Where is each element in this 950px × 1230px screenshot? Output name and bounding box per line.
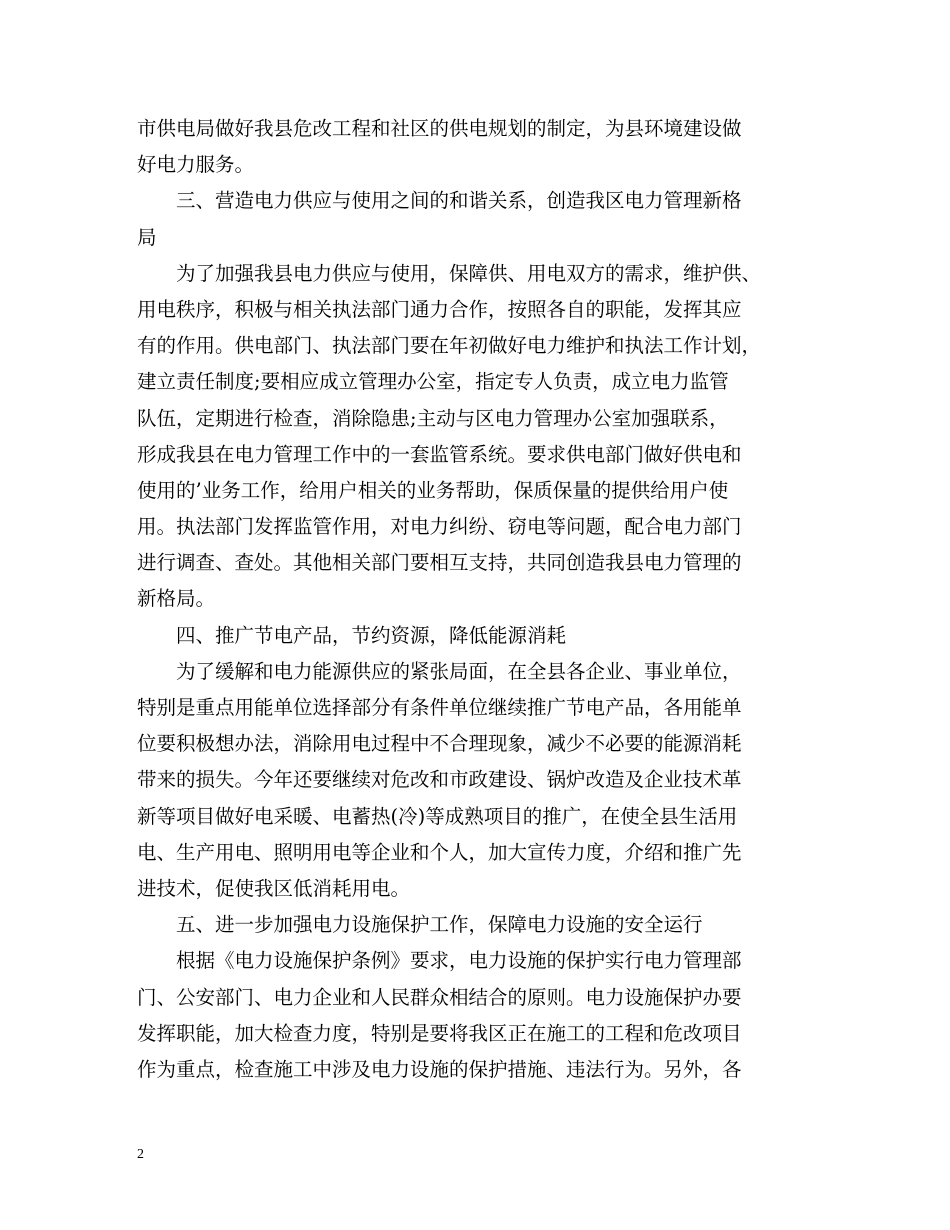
text-line: 建立责任制度;要相应成立管理办公室，指定专人负责，成立电力监管 bbox=[137, 370, 729, 394]
text-line: 发挥职能，加大检查力度，特别是要将我区正在施工的工程和危改项目 bbox=[137, 1021, 742, 1045]
text-line: 局 bbox=[137, 225, 157, 249]
text-line: 为了加强我县电力供应与使用，保障供、用电双方的需求，维护供、 bbox=[176, 261, 762, 285]
text-line: 位要积极想办法，消除用电过程中不合理现象，减少不必要的能源消耗 bbox=[137, 732, 742, 756]
text-line: 形成我县在电力管理工作中的一套监管系统。要求供电部门做好供电和 bbox=[137, 442, 742, 466]
text-line: 四、推广节电产品，节约资源，降低能源消耗 bbox=[176, 623, 567, 647]
text-line: 作为重点，检查施工中涉及电力设施的保护措施、违法行为。另外，各 bbox=[137, 1057, 742, 1081]
text-line: 进技术，促使我区低消耗用电。 bbox=[137, 876, 411, 900]
page-number: 2 bbox=[137, 1147, 144, 1162]
text-line: 用电秩序，积极与相关执法部门通力合作，按照各自的职能，发挥其应 bbox=[137, 297, 742, 321]
text-line: 新等项目做好电采暖、电蓄热(冷)等成熟项目的推广，在使全县生活用 bbox=[137, 804, 738, 828]
text-line: 五、进一步加强电力设施保护工作，保障电力设施的安全运行 bbox=[176, 913, 703, 937]
text-line: 使用的’业务工作，给用户相关的业务帮助，保质保量的提供给用户使 bbox=[137, 478, 729, 502]
text-line: 好电力服务。 bbox=[137, 153, 255, 177]
text-line: 电、生产用电、照明用电等企业和个人，加大宣传力度，介绍和推广先 bbox=[137, 840, 742, 864]
body-text bbox=[137, 111, 817, 1088]
text-line: 新格局。 bbox=[137, 587, 216, 611]
text-line: 用。执法部门发挥监管作用，对电力纠纷、窃电等问题，配合电力部门 bbox=[137, 515, 742, 539]
text-line: 队伍，定期进行检查，消除隐患;主动与区电力管理办公室加强联系， bbox=[137, 406, 729, 430]
text-line: 根据《电力设施保护条例》要求，电力设施的保护实行电力管理部 bbox=[176, 949, 742, 973]
text-line: 带来的损失。今年还要继续对危改和市政建设、锅炉改造及企业技术革 bbox=[137, 768, 742, 792]
text-line: 为了缓解和电力能源供应的紧张局面，在全县各企业、事业单位， bbox=[176, 659, 742, 683]
text-line: 门、公安部门、电力企业和人民群众相结合的原则。电力设施保护办要 bbox=[137, 985, 742, 1009]
text-line: 三、营造电力供应与使用之间的和谐关系，创造我区电力管理新格 bbox=[176, 189, 742, 213]
text-line: 进行调查、查处。其他相关部门要相互支持，共同创造我县电力管理的 bbox=[137, 551, 742, 575]
text-line: 特别是重点用能单位选择部分有条件单位继续推广节电产品，各用能单 bbox=[137, 696, 742, 719]
text-line: 市供电局做好我县危改工程和社区的供电规划的制定，为县环境建设做 bbox=[137, 117, 742, 140]
text-line: 有的作用。供电部门、执法部门要在年初做好电力维护和执法工作计划， bbox=[137, 334, 762, 358]
